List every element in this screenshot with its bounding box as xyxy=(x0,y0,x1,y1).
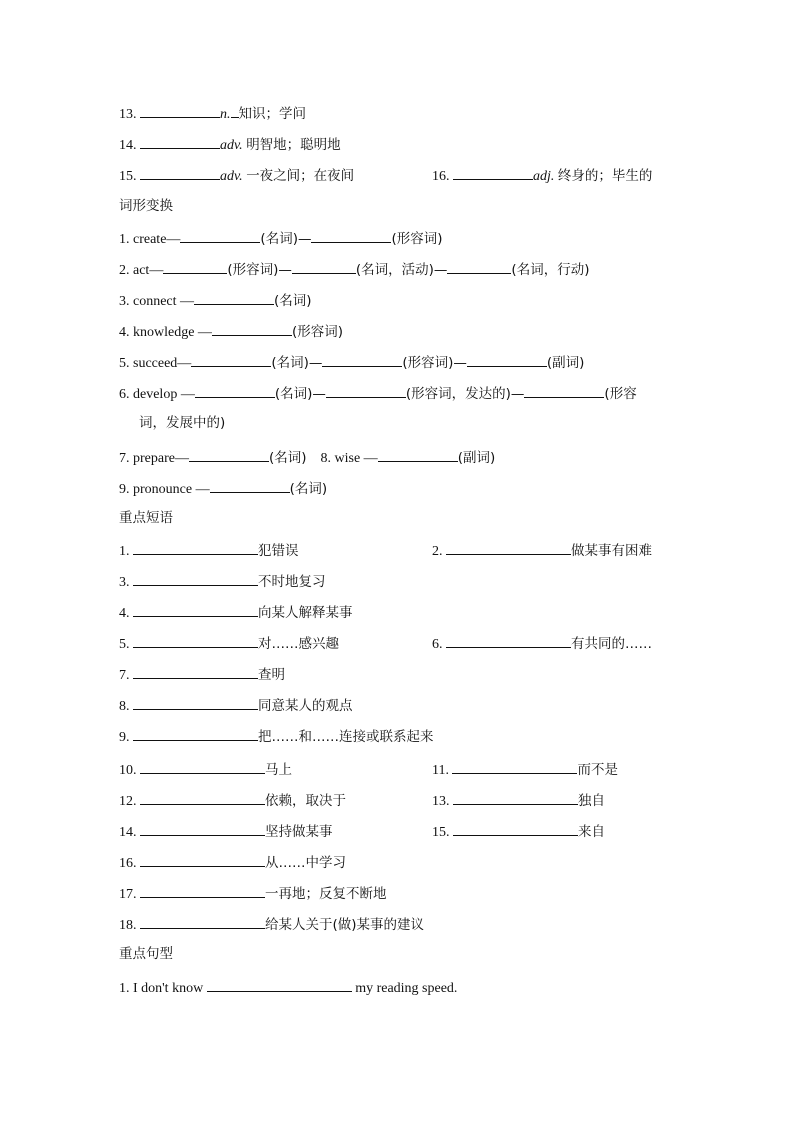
phrase-item xyxy=(119,668,285,683)
hint: (形容词) xyxy=(291,324,343,340)
answer-blank[interactable] xyxy=(140,789,265,805)
phrase-meaning: 同意某人的观点 xyxy=(258,698,353,714)
answer-blank[interactable] xyxy=(452,758,577,774)
hint: (形容词) xyxy=(391,231,443,247)
answer-blank[interactable] xyxy=(163,258,227,274)
phrase-item xyxy=(432,632,652,655)
hint: (形容词)— xyxy=(402,355,467,371)
prompt-text: my reading speed. xyxy=(355,981,458,996)
item-number: 2. xyxy=(432,544,443,559)
item-number: 17. xyxy=(119,887,137,902)
answer-blank[interactable] xyxy=(210,477,290,493)
answer-blank[interactable] xyxy=(322,351,402,367)
hint: (名词)— xyxy=(271,355,323,371)
phrase-item xyxy=(119,918,424,933)
answer-blank[interactable] xyxy=(194,289,274,305)
phrase-item xyxy=(119,730,434,745)
answer-blank[interactable] xyxy=(453,164,533,180)
phrase-row xyxy=(119,694,719,714)
word-form-6 xyxy=(119,382,637,402)
hint: (形容词)— xyxy=(227,262,292,278)
phrase-row xyxy=(119,570,719,590)
hint: (名词) xyxy=(289,481,328,497)
answer-blank[interactable] xyxy=(140,851,265,867)
phrase-row xyxy=(119,601,719,621)
word-form-6-continued: 词，发展中的) xyxy=(139,415,226,431)
answer-blank[interactable] xyxy=(467,351,547,367)
phrase-meaning: 一再地；反复不断地 xyxy=(265,886,387,902)
phrase-item xyxy=(119,575,326,590)
phrase-row xyxy=(119,789,719,809)
prompt-text: 6. develop — xyxy=(119,387,195,402)
phrase-item xyxy=(119,606,353,621)
item-number: 9. xyxy=(119,730,130,745)
answer-blank[interactable] xyxy=(446,539,571,555)
answer-blank[interactable] xyxy=(189,446,269,462)
item-number: 15. xyxy=(432,825,450,840)
item-number: 3. xyxy=(119,575,130,590)
prompt-text: 5. succeed— xyxy=(119,356,192,371)
phrase-row xyxy=(119,539,719,559)
hint: (形容词，发达的)— xyxy=(405,386,525,402)
part-of-speech: adv. xyxy=(220,138,243,153)
phrase-meaning: 坚持做某事 xyxy=(265,824,333,840)
phrase-meaning: 给某人关于(做)某事的建议 xyxy=(265,917,425,933)
answer-blank[interactable] xyxy=(133,570,258,586)
hint: (名词)— xyxy=(260,231,312,247)
answer-blank[interactable] xyxy=(311,227,391,243)
answer-blank[interactable] xyxy=(140,758,265,774)
hint: (名词) xyxy=(268,450,307,466)
phrase-item xyxy=(119,825,333,840)
answer-blank[interactable] xyxy=(212,320,292,336)
phrase-meaning: 依赖，取决于 xyxy=(265,793,346,809)
hint: (副词) xyxy=(546,355,585,371)
answer-blank[interactable] xyxy=(133,725,258,741)
answer-blank[interactable] xyxy=(140,164,220,180)
prompt-text: 9. pronounce — xyxy=(119,482,210,497)
item-number: 14. xyxy=(119,138,137,153)
item-number: 11. xyxy=(432,763,449,778)
prompt-text: 1. I don't know xyxy=(119,981,204,996)
phrase-meaning: 从……中学习 xyxy=(265,855,346,871)
prompt-text: 2. act— xyxy=(119,263,164,278)
answer-blank[interactable] xyxy=(326,382,406,398)
phrase-item xyxy=(119,794,346,809)
phrase-meaning: 来自 xyxy=(578,824,605,840)
phrase-row xyxy=(119,725,719,745)
phrase-meaning: 独自 xyxy=(578,793,605,809)
hint: (名词，活动)— xyxy=(355,262,448,278)
word-form-9 xyxy=(119,477,327,497)
phrase-row xyxy=(119,758,719,778)
vocab-item-16 xyxy=(432,164,652,187)
item-number: 8. xyxy=(119,699,130,714)
phrase-meaning: 马上 xyxy=(265,762,292,778)
vocab-item-14 xyxy=(119,133,341,153)
phrase-meaning: 把……和……连接或联系起来 xyxy=(258,729,434,745)
prompt-text: 3. connect — xyxy=(119,294,195,309)
item-number: 12. xyxy=(119,794,137,809)
meaning: 明智地；聪明地 xyxy=(246,137,341,153)
vocab-item-15 xyxy=(119,169,354,184)
word-form-4 xyxy=(119,320,343,340)
answer-blank[interactable] xyxy=(292,258,356,274)
hint: (名词) xyxy=(274,293,312,309)
answer-blank[interactable] xyxy=(524,382,604,398)
hint: (形容 xyxy=(604,386,637,402)
word-form-5 xyxy=(119,351,584,371)
answer-blank[interactable] xyxy=(207,976,352,992)
part-of-speech: adv. xyxy=(220,169,243,184)
section-heading-sentences: 重点句型 xyxy=(119,946,173,962)
answer-blank[interactable] xyxy=(453,789,578,805)
item-number: 4. xyxy=(119,606,130,621)
meaning: 终身的；毕生的 xyxy=(557,168,653,184)
answer-blank[interactable] xyxy=(446,632,571,648)
section-heading-word-forms: 词形变换 xyxy=(119,198,173,214)
phrase-meaning: 犯错误 xyxy=(258,543,299,559)
word-form-2 xyxy=(119,258,589,278)
answer-blank[interactable] xyxy=(133,539,258,555)
phrase-item xyxy=(119,637,339,652)
vocab-row-15-16 xyxy=(119,164,719,184)
phrase-row xyxy=(119,851,719,871)
phrase-meaning: 而不是 xyxy=(577,762,618,778)
answer-blank[interactable] xyxy=(140,882,265,898)
answer-blank[interactable] xyxy=(195,382,275,398)
sentence-1 xyxy=(119,976,457,996)
phrase-item xyxy=(119,763,292,778)
phrase-row xyxy=(119,913,719,933)
answer-blank[interactable] xyxy=(133,601,258,617)
prompt-text: 1. create— xyxy=(119,232,181,247)
word-form-3 xyxy=(119,289,312,309)
answer-blank[interactable] xyxy=(140,102,220,118)
word-form-7-8 xyxy=(119,446,495,466)
phrase-item xyxy=(432,789,605,812)
prompt-text: 8. wise — xyxy=(320,451,378,466)
answer-blank[interactable] xyxy=(133,632,258,648)
phrase-item xyxy=(119,856,346,871)
phrase-item xyxy=(119,544,299,559)
phrase-meaning: 有共同的…… xyxy=(571,636,652,652)
vocab-item-13 xyxy=(119,102,306,122)
phrase-item xyxy=(119,699,353,714)
item-number: 14. xyxy=(119,825,137,840)
answer-blank[interactable] xyxy=(231,102,239,118)
prompt-text: 7. prepare— xyxy=(119,451,189,466)
answer-blank[interactable] xyxy=(133,694,258,710)
meaning: 知识；学问 xyxy=(238,106,306,122)
answer-blank[interactable] xyxy=(180,227,260,243)
item-number: 5. xyxy=(119,637,130,652)
phrase-meaning: 向某人解释某事 xyxy=(258,605,353,621)
item-number: 18. xyxy=(119,918,137,933)
item-number: 13. xyxy=(119,107,137,122)
phrase-meaning: 查明 xyxy=(258,667,285,683)
answer-blank[interactable] xyxy=(447,258,511,274)
section-heading-phrases: 重点短语 xyxy=(119,510,173,526)
word-form-1 xyxy=(119,227,443,247)
hint: (副词) xyxy=(457,450,496,466)
phrase-row xyxy=(119,820,719,840)
phrase-meaning: 对……感兴趣 xyxy=(258,636,339,652)
item-number: 16. xyxy=(119,856,137,871)
answer-blank[interactable] xyxy=(453,820,578,836)
item-number: 13. xyxy=(432,794,450,809)
item-number: 1. xyxy=(119,544,130,559)
phrase-row xyxy=(119,882,719,902)
phrase-row xyxy=(119,663,719,683)
answer-blank[interactable] xyxy=(140,913,265,929)
answer-blank[interactable] xyxy=(140,133,220,149)
phrase-item xyxy=(432,820,605,843)
answer-blank[interactable] xyxy=(191,351,271,367)
answer-blank[interactable] xyxy=(378,446,458,462)
item-number: 7. xyxy=(119,668,130,683)
item-number: 15. xyxy=(119,169,137,184)
phrase-item xyxy=(432,758,618,781)
hint: (名词)— xyxy=(274,386,326,402)
answer-blank[interactable] xyxy=(133,663,258,679)
phrase-item xyxy=(432,539,652,562)
phrase-item xyxy=(119,887,387,902)
part-of-speech: adj. xyxy=(533,169,555,184)
meaning: 一夜之间；在夜间 xyxy=(246,168,355,184)
part-of-speech: n. xyxy=(220,107,231,122)
item-number: 10. xyxy=(119,763,137,778)
item-number: 6. xyxy=(432,637,443,652)
prompt-text: 4. knowledge — xyxy=(119,325,212,340)
hint: (名词，行动) xyxy=(511,262,590,278)
phrase-meaning: 不时地复习 xyxy=(258,574,326,590)
phrase-row xyxy=(119,632,719,652)
phrase-meaning: 做某事有困难 xyxy=(571,543,652,559)
item-number: 16. xyxy=(432,169,450,184)
answer-blank[interactable] xyxy=(140,820,265,836)
